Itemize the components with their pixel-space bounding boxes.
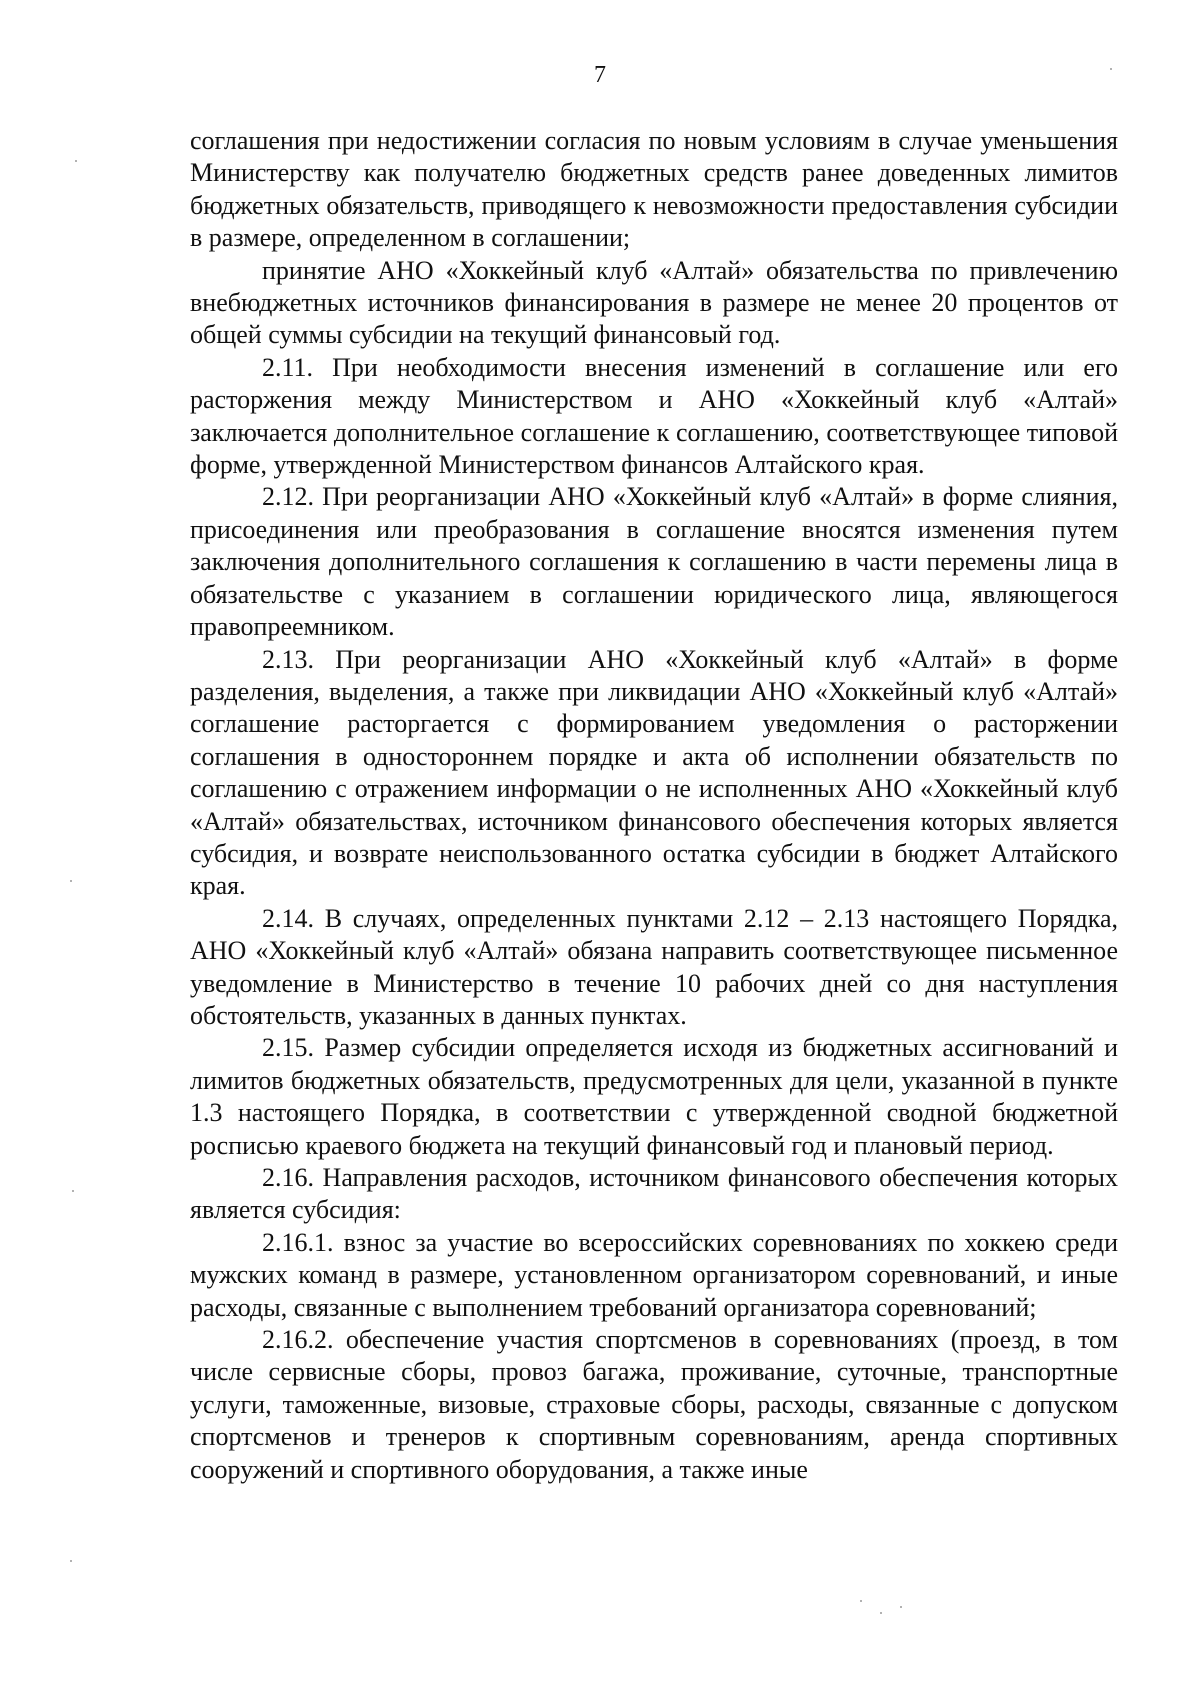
paragraph-obligation: принятие АНО «Хоккейный клуб «Алтай» обязательства по привлечению внебюджетных источников финансирования в размере не менее 20 процентов от общей суммы субсидии на текущий финансовый год. [190,255,1118,350]
scan-speck [900,1606,902,1608]
scan-speck [70,880,72,882]
paragraph-2-15: 2.15. Размер субсидии определяется исходя из бюджетных ассигнований и лимитов бюджетных обязательств, предусмотренных для цели, указанной в пункте 1.3 настоящего Порядка, в соответствии с утвержденной сводной бюджетной росписью краевого бюджета на текущий финансовый год и плановый период. [190,1033,1118,1160]
scan-speck [70,1560,72,1562]
paragraph-2-12: 2.12. При реорганизации АНО «Хоккейный клуб «Алтай» в форме слияния, присоединения или преобразования в соглашение вносятся изменения путем заключения дополнительного соглашения к соглашению в части перемены лица в обязательстве с указанием в соглашении юридического лица, являющегося правопреемником. [190,482,1118,642]
scan-speck [860,1600,862,1602]
paragraph-2-11: 2.11. При необходимости внесения изменений в соглашение или его расторжения между Министерством и АНО «Хоккейный клуб «Алтай» заключается дополнительное соглашение к соглашению, соответствующее типовой форме, утвержденной Министерством финансов Алтайского края. [190,352,1118,480]
scan-speck [72,1190,74,1192]
paragraph-2-16: 2.16. Направления расходов, источником финансового обеспечения которых является субсидия: [190,1163,1118,1225]
paragraph-continuation: соглашения при недостижении согласия по новым условиям в случае уменьшения Министерству как получателю бюджетных средств ранее доведенных лимитов бюджетных обязательств, приводящего к невозможности предоставления субсидии в размере, определенном в соглашении; [190,126,1118,253]
paragraph-2-16-2: 2.16.2. обеспечение участия спортсменов в соревнованиях (проезд, в том числе сервисные сборы, провоз багажа, проживание, суточные, транспортные услуги, таможенные, визовые, страховые сборы, расходы, связанные с допуском спортсменов и тренеров к спортивным соревнованиям, аренда спортивных сооружений и спортивного оборудования, а также иные [190,1325,1118,1484]
document-body [190,125,1118,1486]
scan-speck [1110,68,1112,70]
paragraph-2-16-1: 2.16.1. взнос за участие во всероссийских соревнованиях по хоккею среди мужских команд в размере, установленном организатором соревнований, и иные расходы, связанные с выполнением требований организатора соревнований; [190,1227,1118,1322]
scan-speck [880,1612,882,1614]
paragraph-2-13: 2.13. При реорганизации АНО «Хоккейный клуб «Алтай» в форме разделения, выделения, а также при ликвидации АНО «Хоккейный клуб «Алтай» соглашение расторгается с формированием уведомления о расторжении соглашения в одностороннем порядке и акта об исполнении обязательств по соглашению с отражением информации о не исполненных АНО «Хоккейный клуб «Алтай» обязательствах, источником финансового обеспечения которых является субсидия, и возврате неиспользованного остатка субсидии в бюджет Алтайского края. [190,644,1118,901]
page-number: 7 [594,62,606,88]
paragraph-2-14: 2.14. В случаях, определенных пунктами 2.12 – 2.13 настоящего Порядка, АНО «Хоккейный клуб «Алтай» обязана направить соответствующее письменное уведомление в Министерство в течение 10 рабочих дней со дня наступления обстоятельств, указанных в данных пунктах. [190,903,1118,1030]
scan-speck [75,160,77,162]
